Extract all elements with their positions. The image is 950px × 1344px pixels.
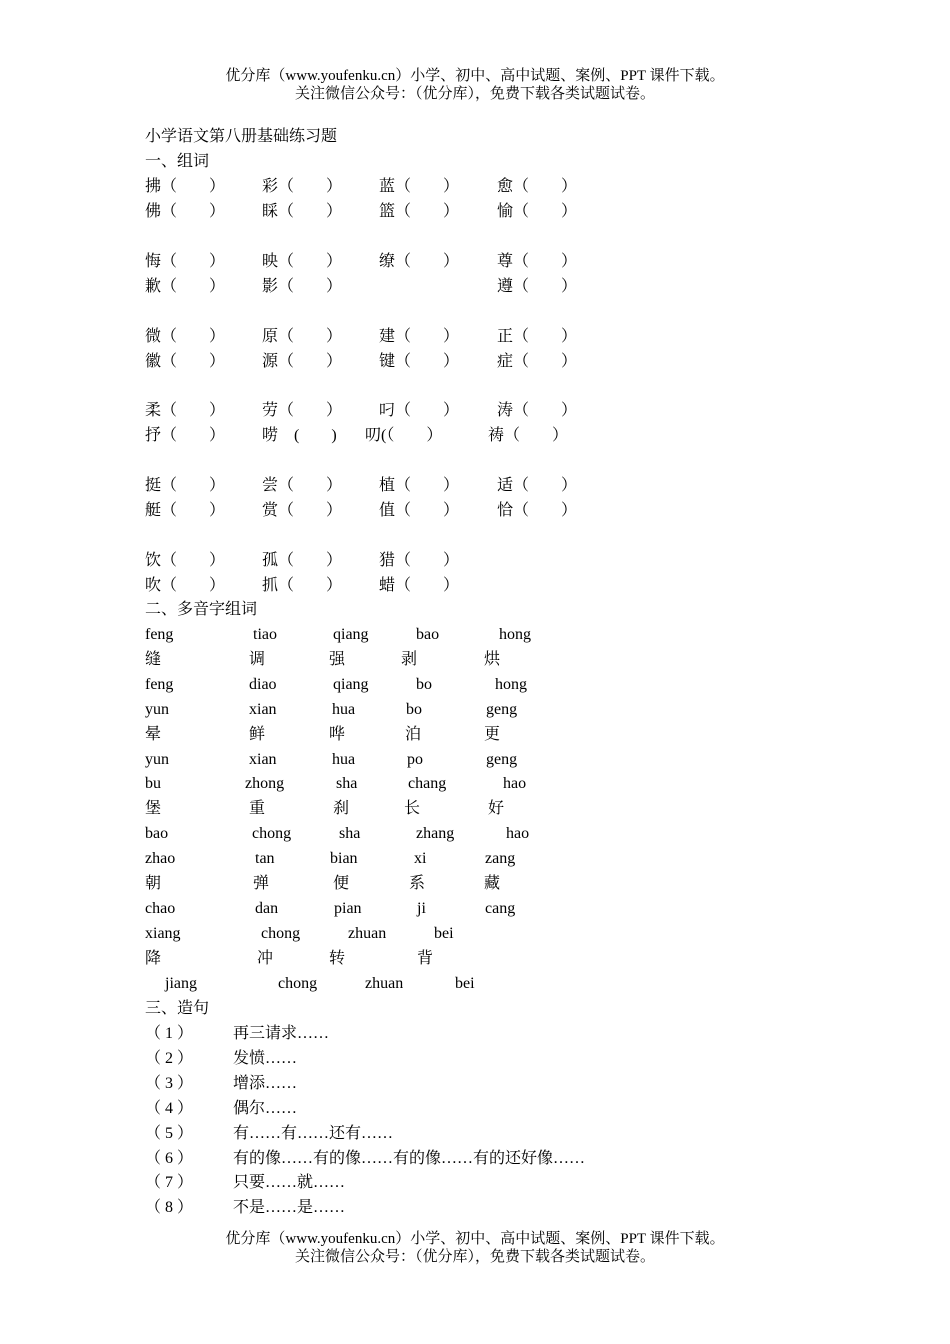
word-group-item: 徽（ ） (145, 353, 226, 370)
character-label: 泊 (405, 726, 422, 743)
pinyin-label: xi (414, 850, 427, 867)
character-label: 调 (249, 651, 266, 668)
pinyin-label: bei (434, 925, 454, 942)
word-group-item: 赏（ ） (262, 502, 343, 519)
word-group-item: 正（ ） (497, 328, 578, 345)
word-group-item: 恰（ ） (497, 502, 578, 519)
pinyin-label: zhao (145, 850, 176, 867)
pinyin-label: bo (416, 676, 432, 693)
word-group-item: 遵（ ） (497, 278, 578, 295)
pinyin-label: po (407, 751, 423, 768)
section-title-sentences: 三、造句 (145, 1000, 210, 1017)
word-group-item: 艇（ ） (145, 502, 226, 519)
word-group-item: 适（ ） (497, 477, 578, 494)
character-label: 弹 (253, 875, 270, 892)
pinyin-label: xian (249, 701, 277, 718)
pinyin-label: dan (255, 900, 279, 917)
pinyin-label: hong (495, 676, 527, 693)
word-group-item: 孤（ ） (262, 552, 343, 569)
word-group-item: 佛（ ） (145, 203, 226, 220)
word-group-item: 叼（ ） (379, 402, 460, 419)
pinyin-label: chong (261, 925, 301, 942)
pinyin-label: sha (336, 775, 358, 792)
pinyin-label: bian (330, 850, 358, 867)
character-label: 刹 (333, 800, 350, 817)
word-group-item: 源（ ） (262, 353, 343, 370)
word-group-item: 叨(（ ） (365, 427, 443, 444)
word-group-item: 尝（ ） (262, 477, 343, 494)
word-group-item: 睬（ ） (262, 203, 343, 220)
page-footer-line1: 优分库（www.youfenku.cn）小学、初中、高中试题、案例、PPT 课件下载。 (225, 1231, 725, 1247)
pinyin-label: xian (249, 751, 277, 768)
character-label: 系 (409, 875, 426, 892)
sentence-prompt: 再三请求…… (233, 1025, 330, 1042)
pinyin-label: ji (417, 900, 426, 917)
word-group-item: 祷（ ） (488, 427, 569, 444)
word-group-item: 彩（ ） (262, 178, 343, 195)
sentence-number: （ 2 ） (145, 1050, 194, 1067)
pinyin-label: bao (416, 626, 440, 643)
pinyin-label: diao (249, 676, 277, 693)
word-group-item: 映（ ） (262, 253, 343, 270)
pinyin-label: pian (334, 900, 362, 917)
character-label: 堡 (145, 800, 162, 817)
word-group-item: 柔（ ） (145, 402, 226, 419)
character-label: 降 (145, 950, 162, 967)
pinyin-label: chang (408, 775, 447, 792)
pinyin-label: chao (145, 900, 176, 917)
character-label: 朝 (145, 875, 162, 892)
section-title-word-groups: 一、组词 (145, 153, 210, 170)
character-label: 鲜 (249, 726, 266, 743)
word-group-item: 劳（ ） (262, 402, 343, 419)
word-group-item: 唠 ( ) (262, 427, 337, 444)
word-group-item: 键（ ） (379, 353, 460, 370)
pinyin-label: hua (332, 701, 356, 718)
sentence-prompt: 有的像……有的像……有的像……有的还好像…… (233, 1150, 586, 1167)
pinyin-label: zhuan (348, 925, 387, 942)
word-group-item: 饮（ ） (145, 552, 226, 569)
character-label: 哗 (329, 726, 346, 743)
character-label: 强 (329, 651, 346, 668)
word-group-item: 原（ ） (262, 328, 343, 345)
word-group-item: 植（ ） (379, 477, 460, 494)
pinyin-label: jiang (165, 975, 197, 992)
sentence-number: （ 8 ） (145, 1199, 194, 1216)
character-label: 便 (333, 875, 350, 892)
sentence-number: （ 6 ） (145, 1150, 194, 1167)
sentence-prompt: 发愤…… (233, 1050, 298, 1067)
word-group-item: 吹（ ） (145, 577, 226, 594)
pinyin-label: qiang (333, 626, 369, 643)
character-label: 烘 (484, 651, 501, 668)
pinyin-label: hua (332, 751, 356, 768)
document-title: 小学语文第八册基础练习题 (145, 128, 338, 145)
page-footer-line2: 关注微信公众号：（优分库），免费下载各类试题试卷。 (294, 1249, 655, 1265)
pinyin-label: tan (255, 850, 275, 867)
pinyin-label: hao (506, 825, 530, 842)
pinyin-label: yun (145, 701, 169, 718)
page-header-line2: 关注微信公众号：（优分库），免费下载各类试题试卷。 (294, 86, 655, 102)
sentence-prompt: 偶尔…… (233, 1100, 298, 1117)
character-label: 冲 (257, 950, 274, 967)
pinyin-label: feng (145, 626, 174, 643)
pinyin-label: hao (503, 775, 527, 792)
word-group-item: 缭（ ） (379, 253, 460, 270)
pinyin-label: qiang (333, 676, 369, 693)
pinyin-label: bei (455, 975, 475, 992)
character-label: 更 (484, 726, 501, 743)
sentence-number: （ 4 ） (145, 1100, 194, 1117)
sentence-number: （ 5 ） (145, 1125, 194, 1142)
sentence-number: （ 3 ） (145, 1075, 194, 1092)
pinyin-label: geng (486, 751, 518, 768)
pinyin-label: hong (499, 626, 531, 643)
word-group-item: 猎（ ） (379, 552, 460, 569)
pinyin-label: geng (486, 701, 518, 718)
word-group-item: 挺（ ） (145, 477, 226, 494)
word-group-item: 蓝（ ） (379, 178, 460, 195)
pinyin-label: bo (406, 701, 422, 718)
pinyin-label: bao (145, 825, 169, 842)
pinyin-label: xiang (145, 925, 181, 942)
word-group-item: 蜡（ ） (379, 577, 460, 594)
character-label: 剥 (401, 651, 418, 668)
sentence-number: （ 1 ） (145, 1025, 194, 1042)
sentence-prompt: 有……有……还有…… (233, 1125, 394, 1142)
pinyin-label: yun (145, 751, 169, 768)
word-group-item: 微（ ） (145, 328, 226, 345)
character-label: 重 (249, 800, 266, 817)
pinyin-label: chong (252, 825, 292, 842)
character-label: 长 (404, 800, 421, 817)
word-group-item: 歉（ ） (145, 278, 226, 295)
pinyin-label: zang (485, 850, 516, 867)
pinyin-label: zhong (245, 775, 285, 792)
word-group-item: 愉（ ） (497, 203, 578, 220)
pinyin-label: zhang (416, 825, 455, 842)
pinyin-label: sha (339, 825, 361, 842)
pinyin-label: chong (278, 975, 318, 992)
sentence-prompt: 不是……是…… (233, 1199, 346, 1216)
word-group-item: 愈（ ） (497, 178, 578, 195)
character-label: 藏 (484, 875, 501, 892)
word-group-item: 影（ ） (262, 278, 343, 295)
word-group-item: 建（ ） (379, 328, 460, 345)
pinyin-label: bu (145, 775, 161, 792)
word-group-item: 抒（ ） (145, 427, 226, 444)
word-group-item: 抓（ ） (262, 577, 343, 594)
word-group-item: 涛（ ） (497, 402, 578, 419)
character-label: 背 (417, 950, 434, 967)
pinyin-label: feng (145, 676, 174, 693)
word-group-item: 值（ ） (379, 502, 460, 519)
sentence-number: （ 7 ） (145, 1174, 194, 1191)
character-label: 好 (488, 800, 505, 817)
word-group-item: 症（ ） (497, 353, 578, 370)
pinyin-label: cang (485, 900, 516, 917)
page-header-line1: 优分库（www.youfenku.cn）小学、初中、高中试题、案例、PPT 课件下载。 (225, 68, 725, 84)
character-label: 缝 (145, 651, 162, 668)
word-group-item: 尊（ ） (497, 253, 578, 270)
word-group-item: 悔（ ） (145, 253, 226, 270)
sentence-prompt: 只要……就…… (233, 1174, 346, 1191)
character-label: 转 (329, 950, 346, 967)
section-title-polyphonic: 二、多音字组词 (145, 601, 258, 618)
pinyin-label: zhuan (365, 975, 404, 992)
pinyin-label: tiao (253, 626, 277, 643)
sentence-prompt: 增添…… (233, 1075, 298, 1092)
word-group-item: 篮（ ） (379, 203, 460, 220)
word-group-item: 拂（ ） (145, 178, 226, 195)
character-label: 晕 (145, 726, 162, 743)
